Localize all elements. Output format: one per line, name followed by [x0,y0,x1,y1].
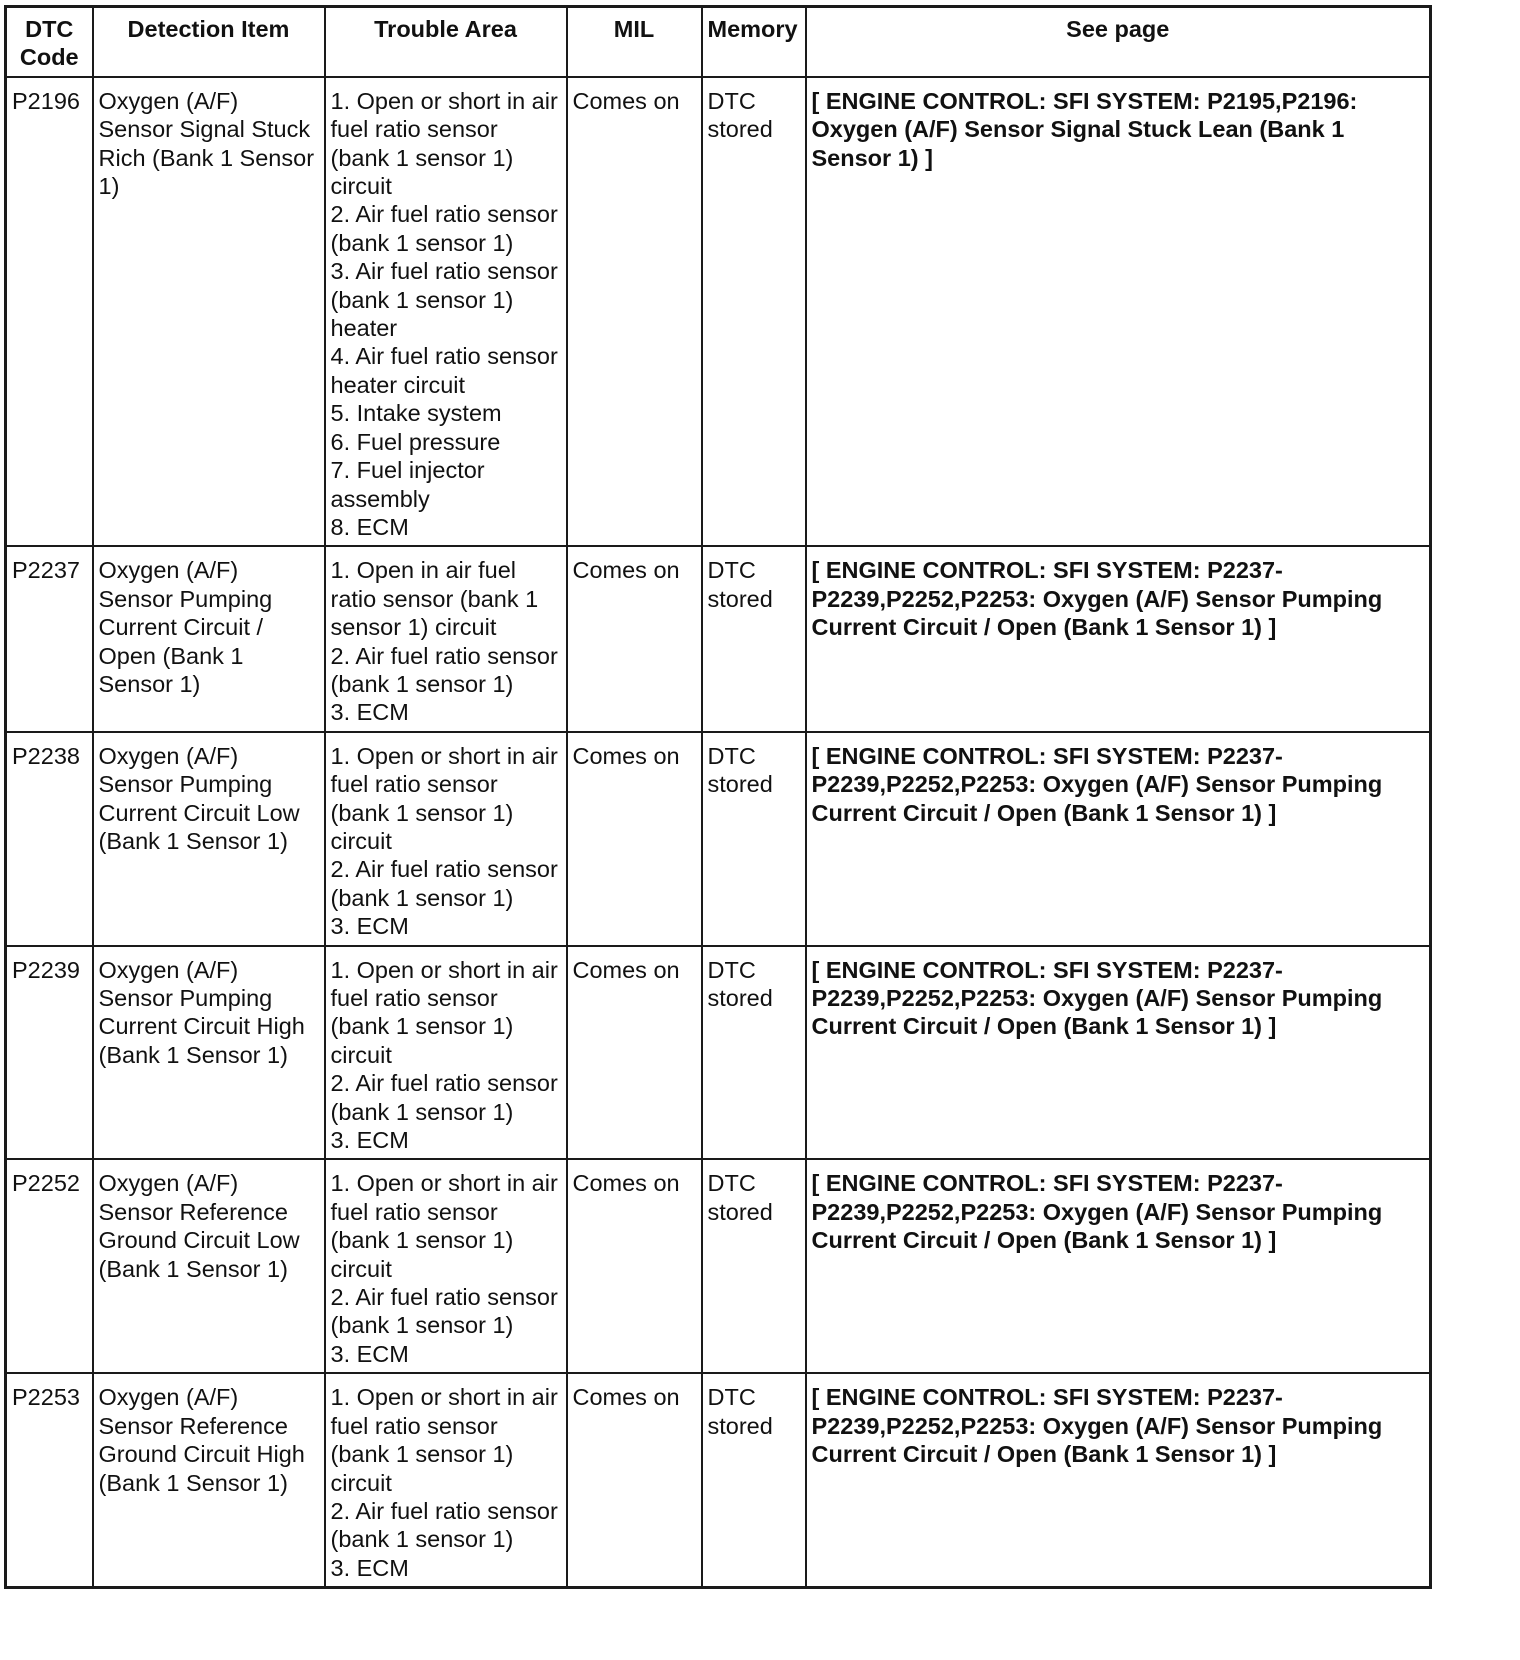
trouble-area-item: 3. ECM [330,1554,409,1581]
trouble-area-cell [325,1159,567,1373]
trouble-area-item: 3. ECM [330,1127,409,1154]
trouble-area-cell [325,946,567,1160]
mil-cell: Comes on [567,732,702,946]
dtc-code-cell: P2237 [6,546,93,731]
memory-cell: DTC stored [702,77,806,547]
memory-cell: DTC stored [702,1373,806,1587]
see-page-link[interactable]: [ ENGINE CONTROL: SFI SYSTEM: P2237-P2239,P2252,P2253: Oxygen (A/F) Sensor Pumping Current Circuit / Open (Bank 1 Sensor 1) ] [806,546,1431,731]
trouble-area-item: 2. Air fuel ratio sensor (bank 1 sensor 1) [330,1070,558,1125]
mil-cell: Comes on [567,546,702,731]
header-row [6,7,1431,77]
see-page-link[interactable]: [ ENGINE CONTROL: SFI SYSTEM: P2237-P2239,P2252,P2253: Oxygen (A/F) Sensor Pumping Current Circuit / Open (Bank 1 Sensor 1) ] [806,1159,1431,1373]
dtc-code-cell: P2239 [6,946,93,1160]
detection-item-cell: Oxygen (A/F) Sensor Pumping Current Circuit Low (Bank 1 Sensor 1) [93,732,325,946]
header-memory: Memory [702,7,806,77]
trouble-area-cell [325,546,567,731]
trouble-area-item: 7. Fuel injector assembly [330,457,485,512]
trouble-area-item: 2. Air fuel ratio sensor (bank 1 sensor 1) [330,201,558,256]
trouble-area-item: 4. Air fuel ratio sensor heater circuit [330,343,558,398]
trouble-area-item: 2. Air fuel ratio sensor (bank 1 sensor 1) [330,1284,558,1339]
header-see-page: See page [806,7,1431,77]
table-body [6,77,1431,1588]
header-detection-item: Detection Item [93,7,325,77]
trouble-area-item: 3. ECM [330,1340,409,1367]
trouble-area-item: 1. Open or short in air fuel ratio sensor (bank 1 sensor 1) circuit [330,1384,558,1496]
header-mil: MIL [567,7,702,77]
detection-item-cell: Oxygen (A/F) Sensor Signal Stuck Rich (Bank 1 Sensor 1) [93,77,325,547]
memory-cell: DTC stored [702,546,806,731]
trouble-area-item: 6. Fuel pressure [330,428,501,455]
table-row [6,1159,1431,1373]
trouble-area-item: 2. Air fuel ratio sensor (bank 1 sensor 1) [330,1497,558,1553]
memory-cell: DTC stored [702,732,806,946]
trouble-area-item: 1. Open or short in air fuel ratio sensor (bank 1 sensor 1) circuit [330,87,558,200]
memory-cell: DTC stored [702,946,806,1160]
table-row [6,77,1431,547]
detection-item-cell: Oxygen (A/F) Sensor Pumping Current Circuit / Open (Bank 1 Sensor 1) [93,546,325,731]
trouble-area-cell [325,732,567,946]
trouble-area-item: 1. Open or short in air fuel ratio sensor (bank 1 sensor 1) circuit [330,742,558,854]
table-row [6,732,1431,946]
header-trouble-area: Trouble Area [325,7,567,77]
dtc-table [4,5,1432,1589]
trouble-area-item: 2. Air fuel ratio sensor (bank 1 sensor 1) [330,856,558,911]
dtc-code-cell: P2196 [6,77,93,547]
trouble-area-item: 1. Open or short in air fuel ratio sensor (bank 1 sensor 1) circuit [330,1170,558,1282]
dtc-code-cell: P2253 [6,1373,93,1587]
dtc-code-cell: P2252 [6,1159,93,1373]
table-row [6,1373,1431,1587]
memory-cell: DTC stored [702,1159,806,1373]
see-page-link[interactable]: [ ENGINE CONTROL: SFI SYSTEM: P2237-P2239,P2252,P2253: Oxygen (A/F) Sensor Pumping Current Circuit / Open (Bank 1 Sensor 1) ] [806,946,1431,1160]
dtc-code-cell: P2238 [6,732,93,946]
see-page-link[interactable]: [ ENGINE CONTROL: SFI SYSTEM: P2237-P2239,P2252,P2253: Oxygen (A/F) Sensor Pumping Current Circuit / Open (Bank 1 Sensor 1) ] [806,1373,1431,1587]
trouble-area-item: 1. Open in air fuel ratio sensor (bank 1 sensor 1) circuit [330,557,539,641]
detection-item-cell: Oxygen (A/F) Sensor Pumping Current Circuit High (Bank 1 Sensor 1) [93,946,325,1160]
mil-cell: Comes on [567,1159,702,1373]
header-dtc-code: DTC Code [6,7,93,77]
mil-cell: Comes on [567,77,702,547]
see-page-link[interactable]: [ ENGINE CONTROL: SFI SYSTEM: P2237-P2239,P2252,P2253: Oxygen (A/F) Sensor Pumping Current Circuit / Open (Bank 1 Sensor 1) ] [806,732,1431,946]
trouble-area-cell [325,1373,567,1587]
trouble-area-item: 3. ECM [330,913,409,940]
table-row [6,946,1431,1160]
trouble-area-item: 3. ECM [330,699,409,726]
trouble-area-item: 5. Intake system [330,400,502,427]
trouble-area-item: 3. Air fuel ratio sensor (bank 1 sensor 1) heater [330,258,558,342]
trouble-area-item: 1. Open or short in air fuel ratio sensor (bank 1 sensor 1) circuit [330,956,558,1068]
mil-cell: Comes on [567,1373,702,1587]
see-page-link[interactable]: [ ENGINE CONTROL: SFI SYSTEM: P2195,P2196: Oxygen (A/F) Sensor Signal Stuck Lean (Bank 1 Sensor 1) ] [806,77,1431,547]
detection-item-cell: Oxygen (A/F) Sensor Reference Ground Circuit Low (Bank 1 Sensor 1) [93,1159,325,1373]
trouble-area-cell [325,77,567,547]
trouble-area-item: 2. Air fuel ratio sensor (bank 1 sensor 1) [330,642,558,697]
trouble-area-item: 8. ECM [330,513,409,540]
detection-item-cell: Oxygen (A/F) Sensor Reference Ground Circuit High (Bank 1 Sensor 1) [93,1373,325,1587]
table-row [6,546,1431,731]
mil-cell: Comes on [567,946,702,1160]
